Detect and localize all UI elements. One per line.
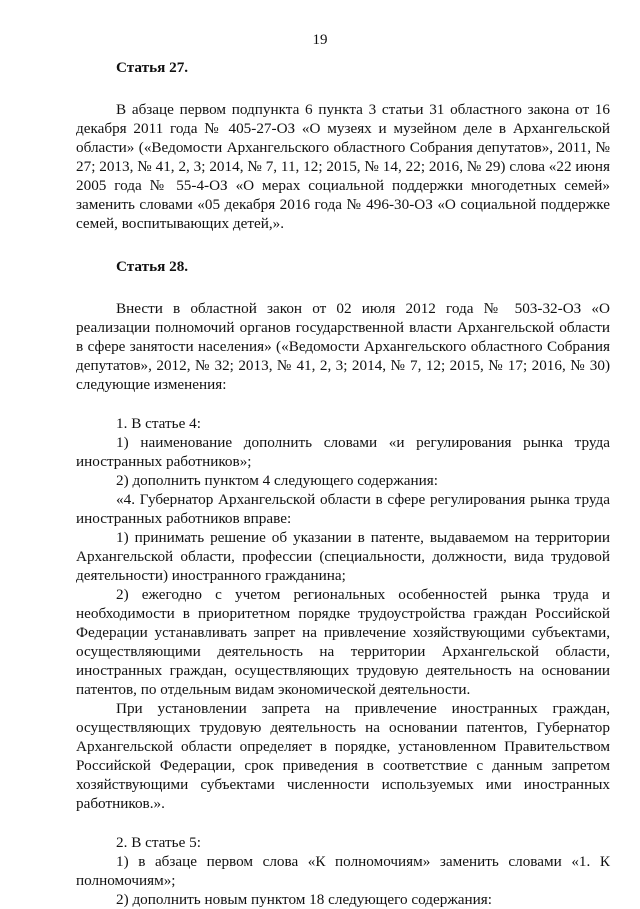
article-27-paragraph: В абзаце первом подпункта 6 пункта 3 статьи 31 областного закона от 16 декабря 2011 года № 405-27-ОЗ «О музеях и музейном деле в Архангельской области» («Ведомости Архангельского областного Собрания депутатов», 2011, № 27; 2013, № 41, 2, 3; 2014, № 7, 11, 12; 2015, № 14, 22; 2016, № 29) слова «22 июня 2005 года № 55-4-ОЗ «О мерах социальной поддержки многодетных семей» заменить словами «05 декабря 2016 года № 496-30-ОЗ «О социальной поддержке семей, воспитывающих детей,». [76,101,610,232]
item-2-title: 2. В статье 5: [116,834,201,851]
page-number: 19 [312,32,328,48]
quoted-clause-intro: «4. Губернатор Архангельской области в сфере регулирования рынка труда иностранных работников вправе: [76,491,610,527]
article-27-heading: Статья 27. [116,59,189,76]
item-2-subitem-2: 2) дополнить новым пунктом 18 следующего содержания: [116,891,493,908]
item-1-title: 1. В статье 4: [116,415,201,432]
item-2-subitem-1: 1) в абзаце первом слова «К полномочиям» заменить словами «1. К полномочиям»; [76,853,610,889]
quoted-clause-3: При установлении запрета на привлечение иностранных граждан, осуществляющих трудовую деятельность на основании патентов, Губернатор Архангельской области определяет в порядке, установленном Правительством Российской Федерации, срок приведения в соответствие с данным запретом хозяйствующими субъектами численности используемых ими иностранных работников.». [76,700,610,812]
item-1-subitem-1: 1) наименование дополнить словами «и регулирования рынка труда иностранных работников»; [76,434,610,470]
document-body [76,58,610,909]
article-28-intro: Внести в областной закон от 02 июля 2012 года № 503-32-ОЗ «О реализации полномочий органов государственной власти Архангельской области в сфере занятости населения» («Ведомости Архангельского областного Собрания депутатов», 2012, № 32; 2013, № 41, 2, 3; 2014, № 7, 12; 2015, № 17; 2016, № 30) следующие изменения: [76,300,610,393]
quoted-clause-2: 2) ежегодно с учетом региональных особенностей рынка труда и необходимости в приоритетном порядке трудоустройства граждан Российской Федерации устанавливать запрет на привлечение хозяйствующими субъектами, осуществляющими деятельность на территории Архангельской области, иностранных граждан, осуществляющих трудовую деятельность на основании патентов, по отдельным видам экономической деятельности. [76,586,610,698]
article-28-heading: Статья 28. [116,258,189,275]
item-1-subitem-2: 2) дополнить пунктом 4 следующего содержания: [116,472,438,489]
quoted-clause-1: 1) принимать решение об указании в патенте, выдаваемом на территории Архангельской области, профессии (специальности, должности, вида трудовой деятельности) иностранного гражданина; [76,529,610,584]
